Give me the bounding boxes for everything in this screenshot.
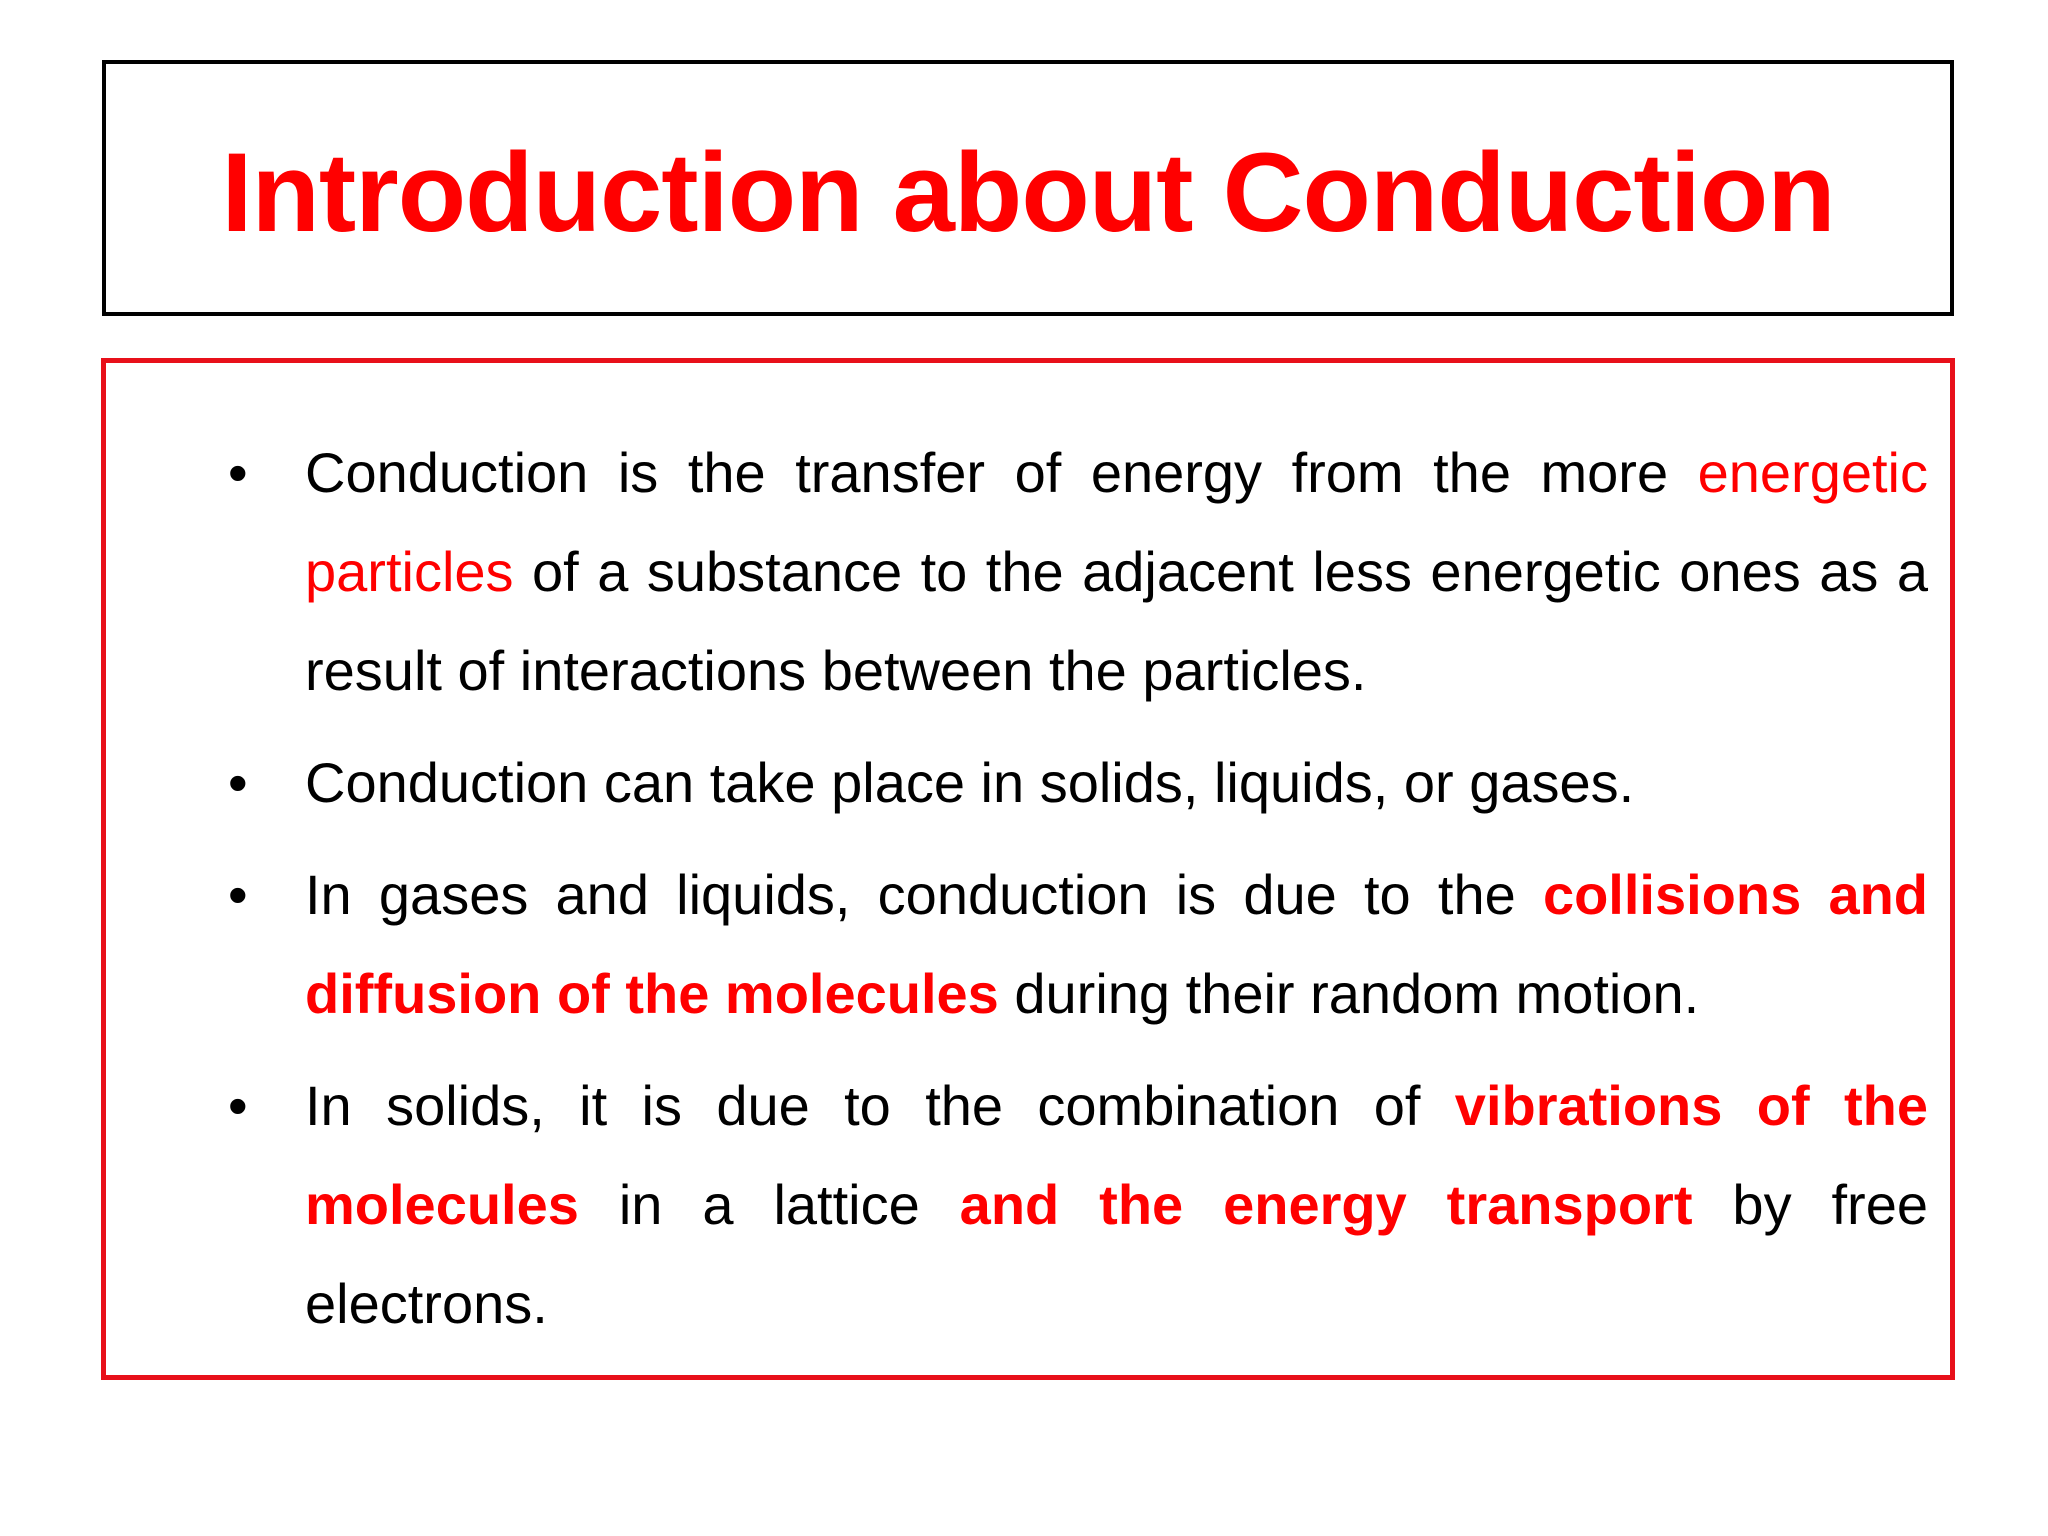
bullet-item-2 <box>128 733 1928 832</box>
bullet-content <box>305 733 1928 832</box>
bullet-content <box>305 423 1928 720</box>
bullet-dot-icon: • <box>228 863 248 926</box>
bullet-item-4 <box>128 1056 1928 1353</box>
bullet-text: In solids, it is due to the combination of <box>305 1074 1455 1137</box>
bullet-item-3 <box>128 845 1928 1043</box>
bullet-text: Conduction is the transfer of energy from the more <box>305 441 1698 504</box>
bullet-dot-icon: • <box>228 441 248 504</box>
bullet-dot-icon: • <box>228 751 248 814</box>
bullet-text: In gases and liquids, conduction is due to the <box>305 863 1543 926</box>
bullet-text: during their random motion. <box>998 962 1700 1025</box>
bullet-emphasis: energetic particles <box>305 441 1928 603</box>
slide-title: Introduction about Conduction <box>221 130 1835 255</box>
bullet-content <box>305 845 1928 1043</box>
bullet-emphasis: and the energy transport <box>959 1173 1693 1236</box>
bullet-text: Conduction can take place in solids, liquids, or gases. <box>305 751 1635 814</box>
bullet-content <box>305 1056 1928 1353</box>
title-box <box>102 60 1954 316</box>
bullet-text: of a substance to the adjacent less energetic ones as a result of interactions between the particles. <box>305 540 1928 702</box>
bullet-text: in a lattice <box>578 1173 960 1236</box>
bullet-item-1 <box>128 423 1928 720</box>
content-box <box>101 358 1955 1380</box>
bullet-emphasis: vibrations of the molecules <box>305 1074 1928 1236</box>
bullet-text: by free electrons. <box>305 1173 1928 1335</box>
bullet-emphasis: collisions and diffusion of the molecules <box>305 863 1928 1025</box>
bullet-dot-icon: • <box>228 1074 248 1137</box>
bullet-list <box>128 423 1928 1353</box>
